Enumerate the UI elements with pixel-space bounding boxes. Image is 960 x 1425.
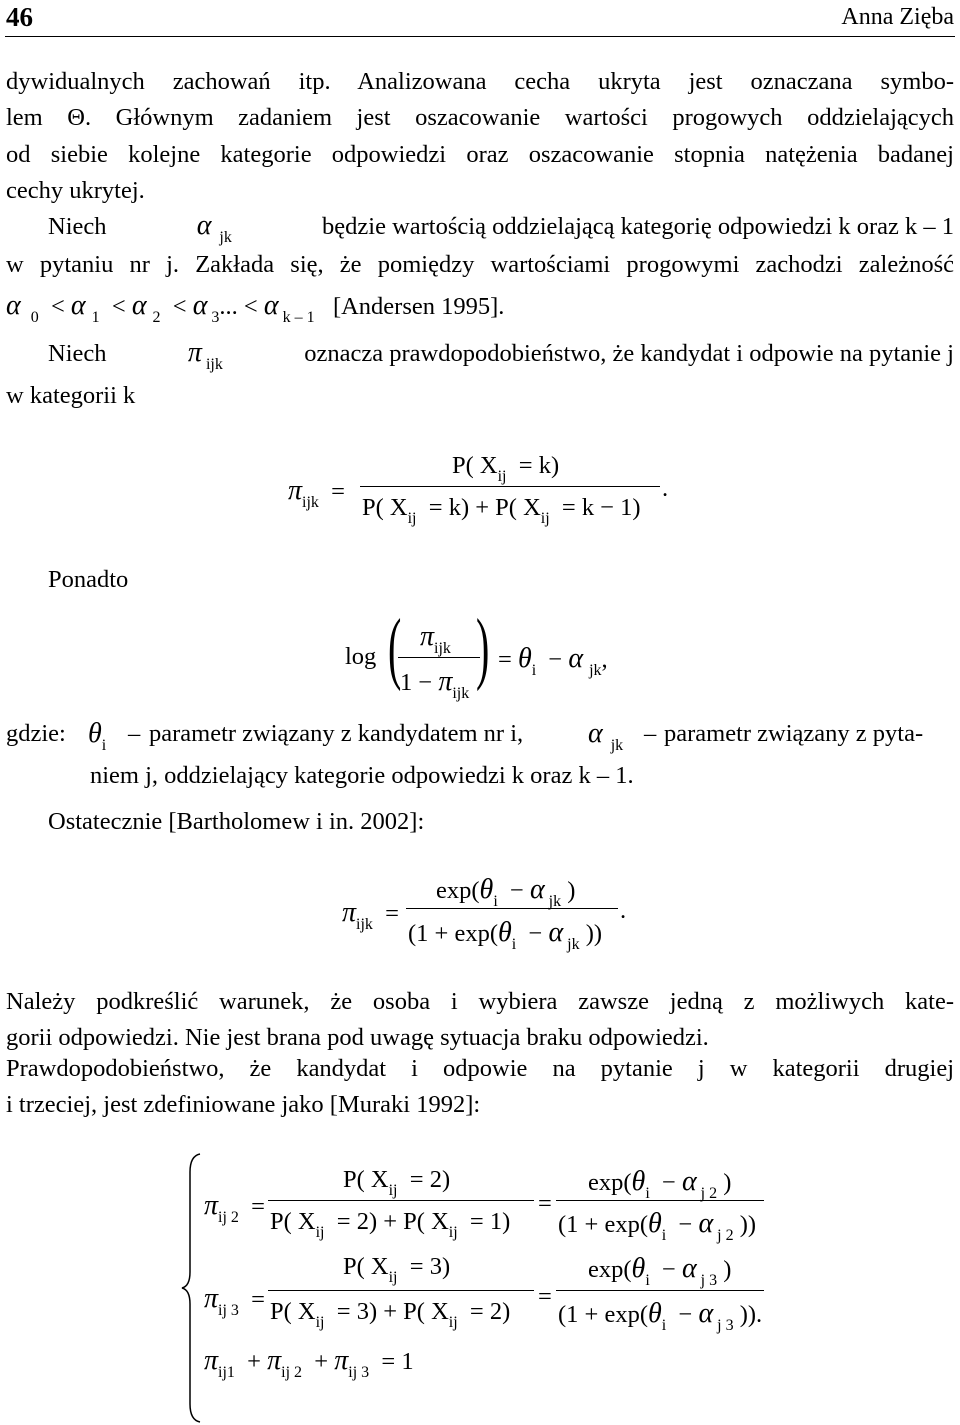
text-line: cechy ukrytej. (6, 177, 145, 204)
left-brace (180, 1152, 204, 1424)
alpha-jk: α $_{jk}$ (196, 210, 232, 246)
text-line: Prawdopodobieństwo, że kandydat i odpowie na pytanie j w kategorii drugiej (6, 1055, 954, 1082)
theta-symbol: Θ (67, 104, 85, 131)
text-line: w kategorii k (6, 382, 136, 409)
inequality-formula: α $_0$ < α $_1$ < α $_2$ < α $_3$... < α $_{k - 1}$ (6, 290, 315, 326)
inequality-line: α $_0$ < α $_1$ < α $_2$ < α $_3$... < α $_{k - 1}$ [Andersen 1995]. (6, 290, 505, 326)
text-line: Należy podkreślić warunek, że osoba i wybiera zawsze jedną z możliwych kate- (6, 988, 954, 1015)
page-number: 46 (6, 2, 33, 32)
text-line: gdzie: $\theta_i$ – parametr związany z kandydatem nr i, α $_{jk}$ – parametr związany z pyta- (6, 718, 924, 754)
document-page: 46 Anna Zięba dywidualnych zachowań itp. Analizowana cecha ukryta jest oznaczana symbo- lem Θ. Głównym zadaniem jest oszacowanie wartości progowych oddzielających od siebie kolejne kategorie odpowiedzi oraz oszacowanie stopnia natężenia badanej cechy ukrytej. Niech α $_{jk}$ będzie wartością oddzielającą kategorię odpowiedzi k oraz k – 1 w pytaniu nr j. Zakłada się, że pomiędzy wartościami progowymi zachodzi zależność α $_0$ < α $_1$ < α $_2$ < α $_3$... < α $_{k - 1}$ [Andersen 1995]. Niech π $_{ijk}$ oznacza prawdopodobieństwo, że kandydat i odpowie na pytanie j w kategorii k $\pi_{ijk}$ = P( $X_{ij} = k$) P( $X_{ij} = k) + P$( $X_{ij} = k - 1$) . Ponadto log ( ) $\pi_{ijk}$ $1 - \pi_{ijk}$ = $\theta_i - \alpha$ $_{jk}$, gdzie: $\theta_i$ – parametr związany z kandydatem nr i, α $_{jk}$ – parametr związany z pyta- niem j, oddzielający kategorie odpowiedzi k oraz k – 1. Ostatecznie [Bartholomew i in. 2002]: $\pi_{ijk}$ = $\exp(\theta_i - \alpha$ $_{jk}$ ) ($1 + \exp(\theta_i - \alpha$ $_{jk}$ )) . Należy podkreślić warunek, że osoba i wybiera zawsze jedną z możliwych kate- gorii odpowiedzi. Nie jest brana pod uwagę sytuacja braku odpowiedzi. Prawdopodobieństwo, że kandydat i odpowie na pytanie j w kategorii drugiej i trzeciej, jest zdefiniowane jako [Muraki 1992]: $\pi_{ij 2}$ = P( $X_{ij} = 2$) P( $X_{ij} = 2) + P$( $X_{ij} = 1$) = $\exp(\theta_i - \alpha$ $_{j 2}$ ) ($1 + \exp(\theta_i - \alpha$ $_{j 2}$ )) $\pi_{ij 3}$ = P( $X_{ij} = 3$) P( $X_{ij} = 3) + P$( $X_{ij} = 2$) = $\exp(\theta_i - \alpha$ $_{j 3}$ ) ($1 + \exp(\theta_i - \alpha$ $_{j 3}$ )). $\pi_{ij1} + \pi_{ij 2} + \pi_{ij 3} = 1$ (0, 0, 960, 1425)
text-line: Ponadto (48, 566, 129, 593)
text-line: Niech π $_{ijk}$ oznacza prawdopodobieństwo, że kandydat i odpowie na pytanie j (48, 337, 954, 373)
text-line: dywidualnych zachowań itp. Analizowana cecha ukryta jest oznaczana symbo- (6, 68, 954, 95)
header-rule (5, 36, 955, 37)
text-line: w pytaniu nr j. Zakłada się, że pomiędzy wartościami progowymi zachodzi zależność (6, 251, 954, 278)
pi-ijk: π $_{ijk}$ (187, 337, 223, 373)
alpha-jk-param: α $_{jk}$ (588, 718, 624, 754)
text-line: lem Θ. Głównym zadaniem jest oszacowanie wartości progowych oddzielających (6, 104, 954, 131)
text-line: od siebie kolejne kategorie odpowiedzi oraz oszacowanie stopnia natężenia badanej (6, 141, 954, 168)
text-line: gorii odpowiedzi. Nie jest brana pod uwagę sytuacja braku odpowiedzi. (6, 1024, 709, 1051)
text-line: i trzeciej, jest zdefiniowane jako [Muraki 1992]: (6, 1091, 481, 1118)
text-line: niem j, oddzielający kategorie odpowiedzi k oraz k – 1. (90, 762, 634, 789)
text-line: Ostatecznie [Bartholomew i in. 2002]: (48, 808, 425, 835)
theta-i: $\theta_i$ (88, 718, 107, 754)
text-line: Niech α $_{jk}$ będzie wartością oddzielającą kategorię odpowiedzi k oraz k – 1 (48, 210, 954, 246)
running-author: Anna Zięba (841, 4, 954, 30)
page-header (0, 0, 960, 36)
